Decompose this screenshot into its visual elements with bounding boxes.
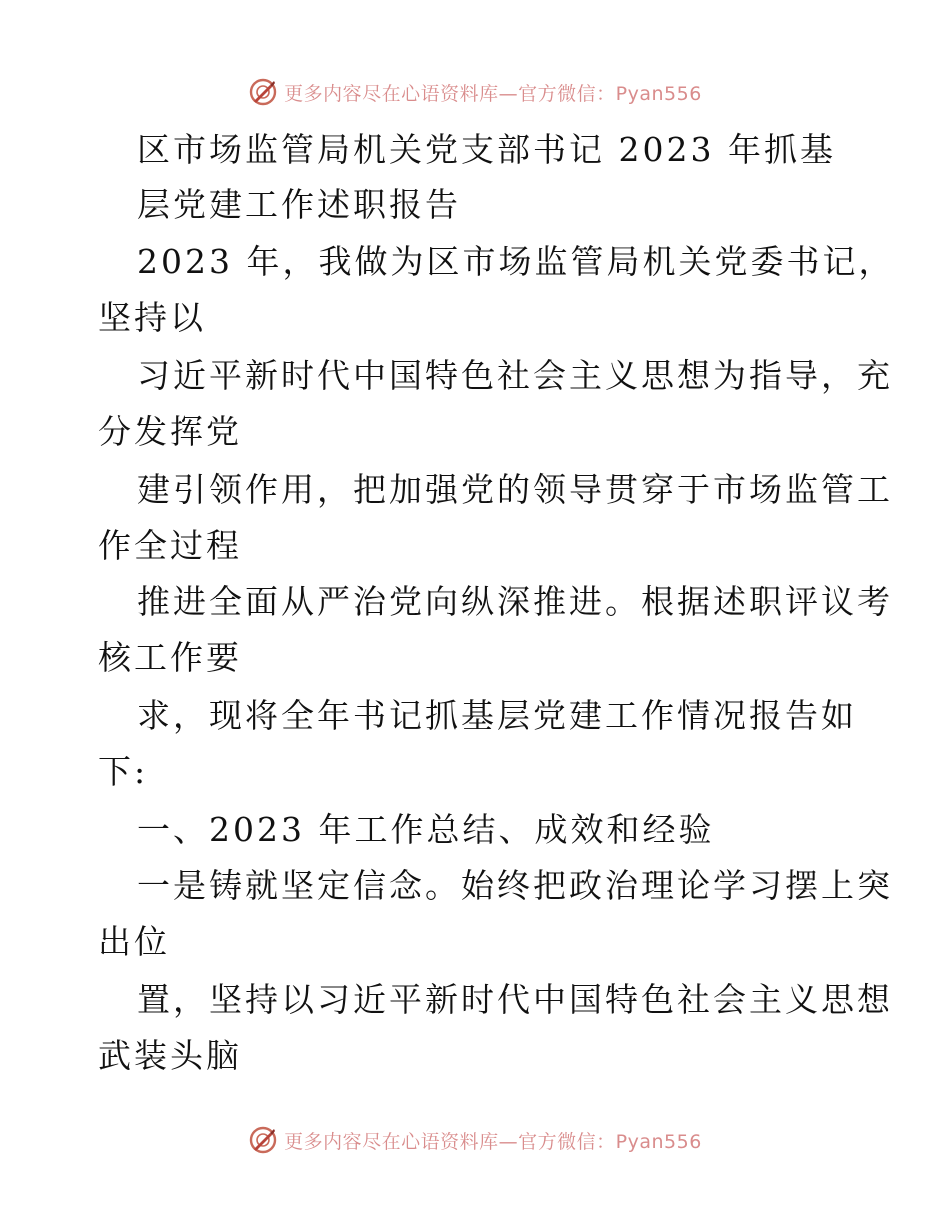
- text-line: 作全过程: [98, 526, 242, 565]
- text-line: 求，现将全年书记抓基层党建工作情况报告如: [137, 696, 857, 735]
- watermark-header: [0, 72, 950, 112]
- text-line: 推进全面从严治党向纵深推进。根据述职评议考: [137, 582, 893, 621]
- text-line: 出位: [98, 922, 170, 961]
- text-line: 一是铸就坚定信念。始终把政治理论学习摆上突: [137, 866, 893, 905]
- watermark-footer: [0, 1120, 950, 1160]
- pen-logo-icon: [248, 77, 278, 107]
- text-line: 习近平新时代中国特色社会主义思想为指导，充: [137, 356, 893, 395]
- text-line: 下:: [98, 752, 149, 791]
- text-line: 建引领作用，把加强党的领导贯穿于市场监管工: [137, 470, 893, 509]
- title-line-2: 层党建工作述职报告: [137, 185, 461, 224]
- text-line: 核工作要: [98, 638, 242, 677]
- watermark-text: 更多内容尽在心语资料库—官方微信：Pyan556: [284, 1130, 702, 1153]
- text-line: 2023 年，我做为区市场监管局机关党委书记，: [137, 242, 895, 281]
- text-line: 坚持以: [98, 298, 206, 337]
- text-line: 置，坚持以习近平新时代中国特色社会主义思想: [137, 980, 893, 1019]
- watermark-text: 更多内容尽在心语资料库—官方微信：Pyan556: [284, 82, 702, 105]
- text-line: 分发挥党: [98, 412, 242, 451]
- pen-logo-icon: [248, 1125, 278, 1155]
- text-line: 武装头脑: [98, 1036, 242, 1075]
- title-line-1: 区市场监管局机关党支部书记 2023 年抓基: [137, 130, 836, 169]
- section-heading: 一、2023 年工作总结、成效和经验: [137, 810, 715, 849]
